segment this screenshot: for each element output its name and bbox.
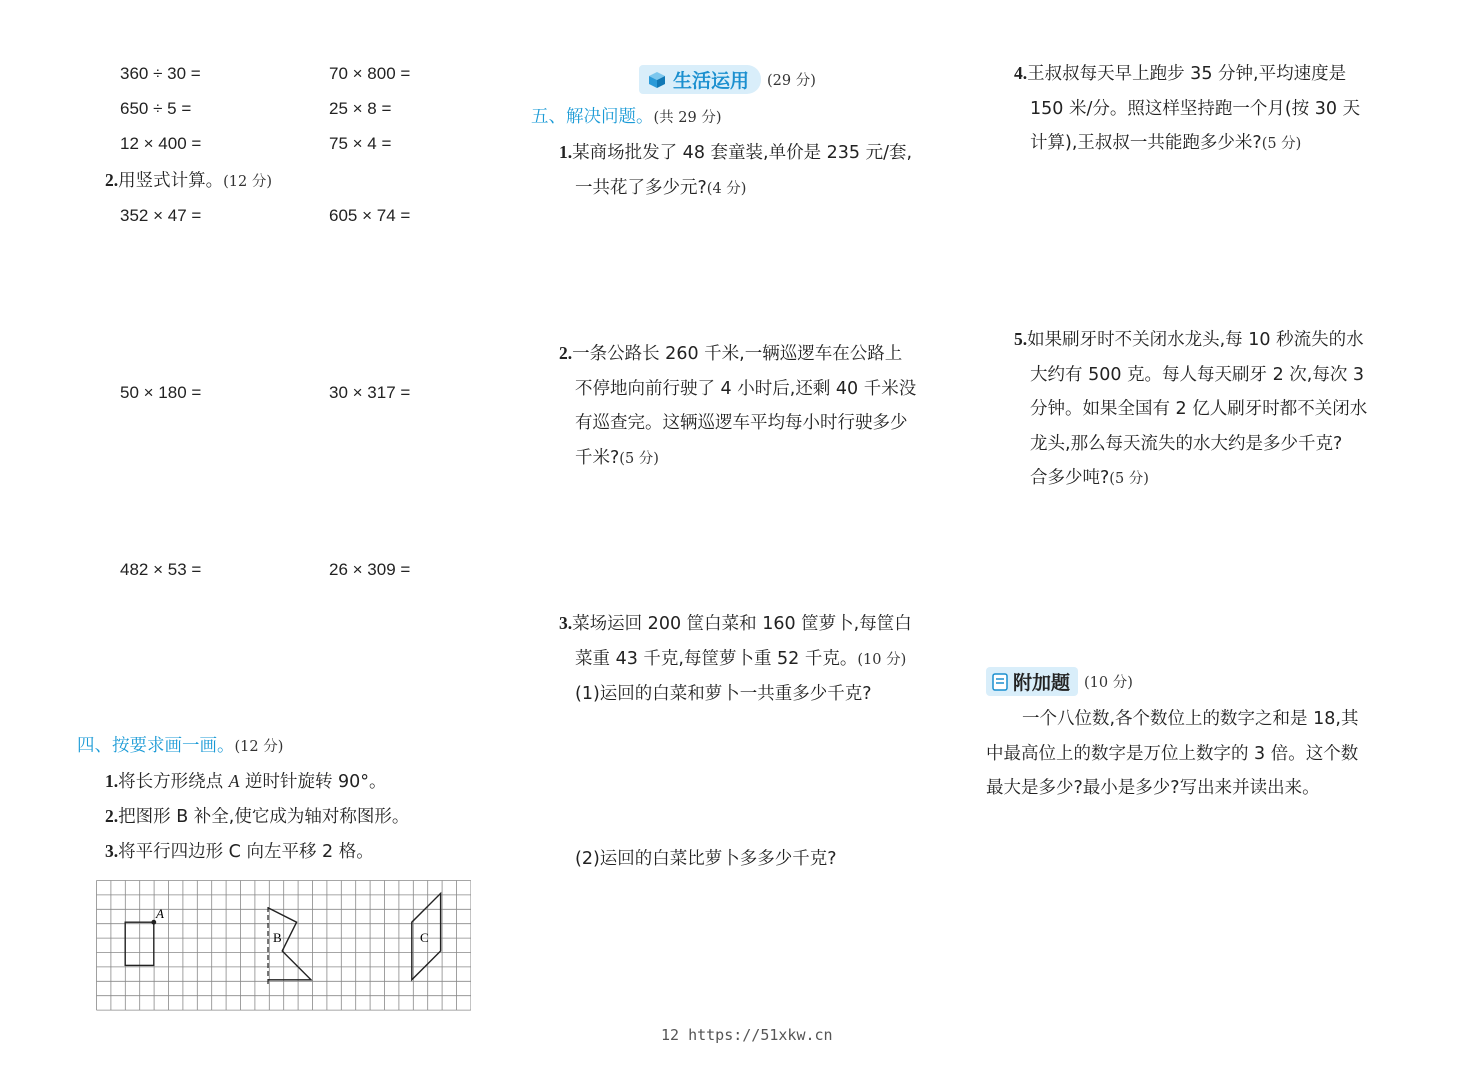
page-footer: 12 https://51xkw.cn bbox=[661, 1026, 833, 1044]
banner-points: (29 分) bbox=[767, 73, 816, 89]
problem-5: 5.如果刷牙时不关闭水龙头,每 10 秒流失的水 大约有 500 克。每人每天刷牙 2 次,每次 3 分钟。如果全国有 2 亿人刷牙时都不关闭水 龙头,那么每天流失的水大约是多少千克? 合多少吨?(5 分) bbox=[1014, 329, 1368, 488]
question-number: 2. bbox=[105, 170, 119, 190]
section-title: 四、按要求画一画。 bbox=[77, 736, 235, 756]
label-c: C bbox=[420, 930, 429, 945]
draw-item-3: 3.将平行四边形 C 向左平移 2 格。 bbox=[105, 841, 374, 862]
problem-2: 2.一条公路长 260 千米,一辆巡逻车在公路上 不停地向前行驶了 4 小时后,还剩 40 千米没 有巡查完。这辆巡逻车平均每小时行驶多少 千米?(5 分) bbox=[559, 343, 917, 468]
points: (12 分) bbox=[234, 739, 284, 755]
vertical-calc-1a: 352 × 47 = bbox=[120, 206, 202, 225]
points: (12 分) bbox=[223, 174, 272, 190]
question-2-heading bbox=[105, 163, 272, 200]
vertical-calc-3a: 482 × 53 = bbox=[120, 560, 202, 579]
draw-item-2: 2.把图形 B 补全,使它成为轴对称图形。 bbox=[105, 806, 410, 827]
problem-3: 3.菜场运回 200 筐白菜和 160 筐萝卜,每筐白 菜重 43 千克,每筐萝卜重 52 千克。(10 分) (1)运回的白菜和萝卜一共重多少千克? bbox=[559, 613, 912, 704]
vertical-calc-1b: 605 × 74 = bbox=[329, 206, 411, 225]
banner-title: 生活运用 bbox=[673, 70, 750, 92]
points: (共 29 分) bbox=[653, 110, 722, 126]
problem-1: 1.某商场批发了 48 套童装,单价是 235 元/套, 一共花了多少元?(4 分) bbox=[559, 142, 913, 198]
section-5-heading bbox=[531, 100, 721, 136]
oral-calc-2b: 25 × 8 = bbox=[329, 99, 392, 118]
label-b: B bbox=[273, 930, 282, 945]
question-text: 用竖式计算。 bbox=[118, 171, 224, 191]
draw-item-1: 1.将长方形绕点 A 逆时针旋转 90°。 bbox=[105, 771, 387, 792]
section-4-heading bbox=[77, 729, 283, 765]
cube-icon bbox=[647, 70, 667, 90]
sub-question-2: (2)运回的白菜比萝卜多多少千克? bbox=[575, 849, 837, 869]
vertical-calc-3b: 26 × 309 = bbox=[329, 560, 411, 579]
bonus-problem: 一个八位数,各个数位上的数字之和是 18,其 中最高位上的数字是万位上数字的 3 倍。这个数 最大是多少?最小是多少?写出来并读出来。 bbox=[986, 709, 1359, 798]
oral-calc-3a: 12 × 400 = bbox=[120, 134, 202, 153]
section-banner bbox=[639, 65, 816, 94]
oral-calc-1a: 360 ÷ 30 = bbox=[120, 64, 201, 83]
sub-question-1: (1)运回的白菜和萝卜一共重多少千克? bbox=[575, 684, 872, 704]
oral-calc-1b: 70 × 800 = bbox=[329, 64, 411, 83]
bonus-heading bbox=[986, 667, 1133, 696]
bonus-pill bbox=[986, 667, 1078, 696]
bonus-points: (10 分) bbox=[1084, 675, 1133, 691]
oral-calc-3b: 75 × 4 = bbox=[329, 134, 392, 153]
problem-4: 4.王叔叔每天早上跑步 35 分钟,平均速度是 150 米/分。照这样坚持跑一个月(按 30 天 计算),王叔叔一共能跑多少米?(5 分) bbox=[1014, 63, 1361, 153]
label-a: A bbox=[156, 906, 164, 921]
oral-calc-2a: 650 ÷ 5 = bbox=[120, 99, 192, 118]
bonus-title: 附加题 bbox=[1013, 672, 1071, 694]
banner-pill bbox=[639, 65, 761, 94]
drawing-grid[interactable] bbox=[95, 879, 471, 1011]
section-title: 五、解决问题。 bbox=[531, 107, 654, 127]
vertical-calc-2a: 50 × 180 = bbox=[120, 383, 202, 402]
vertical-calc-2b: 30 × 317 = bbox=[329, 383, 411, 402]
note-icon bbox=[992, 673, 1008, 691]
